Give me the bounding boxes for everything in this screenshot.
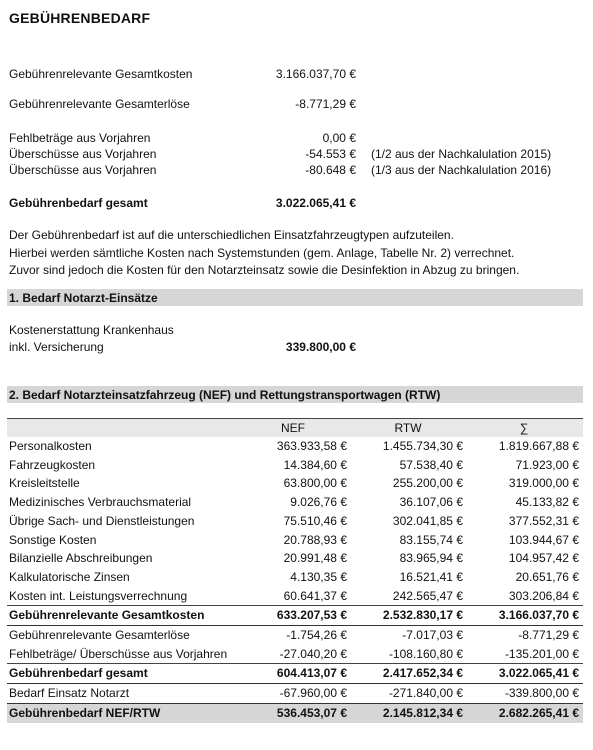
summary-value-deficits: 0,00 € <box>322 131 356 145</box>
cell-sum: 3.022.065,41 € <box>467 664 583 684</box>
section2-heading-bar <box>7 386 583 403</box>
cell-nef: 633.207,53 € <box>237 606 351 626</box>
row-label: Kosten int. Leistungsverrechnung <box>9 588 188 603</box>
section1-line2: inkl. Versicherung <box>9 340 104 354</box>
cell-nef: 536.453,07 € <box>237 703 351 722</box>
paragraph-line: Hierbei werden sämtliche Kosten nach Systemstunden (gem. Anlage, Tabelle Nr. 2) verrechnet. <box>9 245 515 260</box>
cell-nef: 63.800,00 € <box>283 476 347 491</box>
table-row <box>7 645 583 664</box>
cell-rtw: 83.965,94 € <box>399 551 463 566</box>
cell-nef: -67.960,00 € <box>237 684 351 704</box>
cell-nef: 9.026,76 € <box>290 495 347 510</box>
table-row <box>7 456 583 475</box>
cell-sum: 45.133,82 € <box>515 495 579 510</box>
table-row <box>7 568 583 587</box>
row-label: Übrige Sach- und Dienstleistungen <box>9 513 195 528</box>
summary-value-total-costs: 3.166.037,70 € <box>275 67 356 81</box>
table-row <box>7 587 583 606</box>
summary-label-surplus-2: Überschüsse aus Vorjahren <box>9 163 157 177</box>
summary-label-surplus-1: Überschüsse aus Vorjahren <box>9 147 157 161</box>
cost-table <box>7 418 583 723</box>
cell-sum: 104.957,42 € <box>508 551 579 566</box>
cell-rtw: 83.155,74 € <box>399 532 463 547</box>
summary-note-surplus-1: (1/2 aus der Nachkalulation 2015) <box>371 147 552 161</box>
cell-rtw: 255.200,00 € <box>392 476 463 491</box>
explanation-paragraph <box>9 227 519 280</box>
cell-nef: 363.933,58 € <box>276 439 347 453</box>
cell-rtw: -7.017,03 € <box>402 628 463 643</box>
cell-nef: 604.413,07 € <box>237 664 351 684</box>
section1-heading: 1. Bedarf Notarzt-Einsätze <box>9 291 158 305</box>
summary-note-surplus-2: (1/3 aus der Nachkalulation 2016) <box>371 163 552 177</box>
section2-heading: 2. Bedarf Notarzteinsatzfahrzeug (NEF) und Rettungstransportwagen (RTW) <box>9 388 441 402</box>
column-header-rtw: RTW <box>351 419 467 438</box>
row-label: Medizinisches Verbrauchsmaterial <box>9 495 192 510</box>
summary-value-fee-total: 3.022.065,41 € <box>275 196 356 210</box>
cell-rtw: 242.565,47 € <box>392 588 463 603</box>
table-row <box>7 626 583 645</box>
subtotal-row <box>7 606 583 626</box>
cell-sum: 1.819.667,88 € <box>498 439 579 453</box>
cell-sum: 3.166.037,70 € <box>467 606 583 626</box>
summary-value-surplus-2: -80.648 € <box>305 163 356 177</box>
cell-sum: 20.651,76 € <box>515 569 579 584</box>
table-row <box>7 474 583 493</box>
cell-sum: 103.944,67 € <box>508 532 579 547</box>
row-label: Fehlbeträge/ Überschüsse aus Vorjahren <box>9 646 228 661</box>
cell-sum: 71.923,00 € <box>515 457 579 472</box>
row-label: Kreisleitstelle <box>9 476 80 491</box>
summary-label-total-revenue: Gebührenrelevante Gesamterlöse <box>9 97 190 111</box>
table-header-row <box>7 419 583 438</box>
cell-nef: 20.788,93 € <box>283 532 347 547</box>
paragraph-line: Zuvor sind jedoch die Kosten für den Notarzteinsatz sowie die Desinfektion in Abzug zu bringen. <box>9 263 520 277</box>
summary-value-surplus-1: -54.553 € <box>305 147 356 161</box>
cell-nef: 20.991,48 € <box>283 551 347 566</box>
final-total-row <box>7 703 583 722</box>
cell-sum: -339.800,00 € <box>467 684 583 704</box>
row-label: Bedarf Einsatz Notarzt <box>7 684 237 704</box>
cell-rtw: 2.145.812,34 € <box>351 703 467 722</box>
cell-nef: -27.040,20 € <box>279 646 347 661</box>
cell-sum: -8.771,29 € <box>518 628 579 643</box>
summary-label-total-costs: Gebührenrelevante Gesamtkosten <box>9 67 193 81</box>
page-title: GEBÜHRENBEDARF <box>9 10 151 26</box>
row-label: Gebührenbedarf gesamt <box>7 664 237 684</box>
table-row <box>7 549 583 568</box>
section1-value: 339.800,00 € <box>285 340 356 354</box>
cell-nef: -1.754,26 € <box>286 628 347 643</box>
row-label: Sonstige Kosten <box>9 532 97 547</box>
cell-rtw: -271.840,00 € <box>351 684 467 704</box>
cell-rtw: 57.538,40 € <box>399 457 463 472</box>
row-label: Personalkosten <box>9 439 92 453</box>
cell-rtw: 1.455.734,30 € <box>382 439 463 453</box>
table-row <box>7 437 583 456</box>
total-row <box>7 664 583 684</box>
section1-line1: Kostenerstattung Krankenhaus <box>9 323 174 337</box>
paragraph-line: Der Gebührenbedarf ist auf die unterschiedlichen Einsatzfahrzeugtypen aufzuteilen. <box>9 228 454 242</box>
row-label: Bilanzielle Abschreibungen <box>9 551 153 566</box>
cell-nef: 75.510,46 € <box>283 513 347 528</box>
section1-heading-bar <box>7 289 583 306</box>
summary-value-total-revenue: -8.771,29 € <box>295 97 356 111</box>
table-row <box>7 531 583 550</box>
column-header-nef: NEF <box>237 419 351 438</box>
cell-sum: 319.000,00 € <box>508 476 579 491</box>
cell-nef: 60.641,37 € <box>283 588 347 603</box>
cell-rtw: 2.417.652,34 € <box>351 664 467 684</box>
cell-nef: 4.130,35 € <box>290 569 347 584</box>
cell-rtw: 36.107,06 € <box>399 495 463 510</box>
cell-rtw: -108.160,80 € <box>388 646 463 661</box>
cell-nef: 14.384,60 € <box>283 457 347 472</box>
row-label: Gebührenrelevante Gesamterlöse <box>9 628 190 643</box>
table-row <box>7 512 583 531</box>
row-label: Fahrzeugkosten <box>9 457 96 472</box>
table-row <box>7 684 583 704</box>
column-header-label <box>7 419 237 438</box>
cell-rtw: 2.532.830,17 € <box>351 606 467 626</box>
summary-label-deficits: Fehlbeträge aus Vorjahren <box>9 131 151 145</box>
column-header-sum: ∑ <box>467 419 583 438</box>
cell-rtw: 302.041,85 € <box>392 513 463 528</box>
cell-sum: -135.201,00 € <box>504 646 579 661</box>
summary-label-fee-total: Gebührenbedarf gesamt <box>9 196 148 210</box>
cell-sum: 2.682.265,41 € <box>467 703 583 722</box>
row-label: Kalkulatorische Zinsen <box>9 569 130 584</box>
table-row <box>7 493 583 512</box>
cell-sum: 303.206,84 € <box>508 588 579 603</box>
row-label: Gebührenbedarf NEF/RTW <box>7 703 237 722</box>
cell-rtw: 16.521,41 € <box>399 569 463 584</box>
row-label: Gebührenrelevante Gesamtkosten <box>7 606 237 626</box>
cell-sum: 377.552,31 € <box>508 513 579 528</box>
